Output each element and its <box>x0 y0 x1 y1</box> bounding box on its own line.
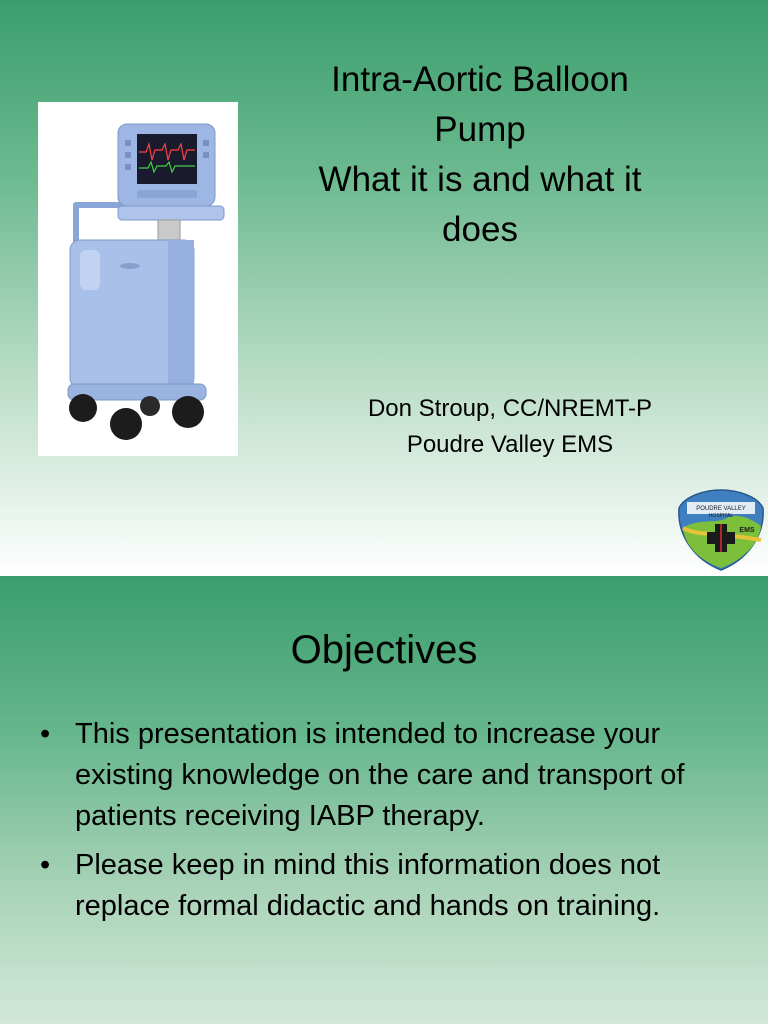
bullet-dot: • <box>40 849 51 881</box>
author-block <box>300 391 720 463</box>
slide-title-text <box>260 55 700 255</box>
bullet-text: This presentation is intended to increase your existing knowledge on the care and transport of patients receiving IABP therapy. <box>75 718 685 832</box>
bullet-dot: • <box>40 718 51 750</box>
list-item <box>40 714 740 837</box>
objectives-title: Objectives <box>290 628 478 672</box>
svg-text:HOSPITAL: HOSPITAL <box>708 513 734 519</box>
svg-text:POUDRE VALLEY: POUDRE VALLEY <box>696 506 746 512</box>
iabp-device-image <box>38 102 238 456</box>
svg-text:EMS: EMS <box>739 527 755 534</box>
title-line: does <box>442 210 518 249</box>
title-line: Pump <box>434 110 526 149</box>
title-line: Intra-Aortic Balloon <box>331 60 629 99</box>
list-item <box>40 845 740 927</box>
organization-name: Poudre Valley EMS <box>406 431 614 458</box>
title-line: What it is and what it <box>318 160 642 199</box>
poudre-valley-ems-logo <box>677 488 765 572</box>
author-name: Don Stroup, CC/NREMT-P <box>367 395 653 422</box>
objectives-list <box>40 714 740 935</box>
bullet-text: Please keep in mind this information does not replace formal didactic and hands on training. <box>75 849 661 922</box>
